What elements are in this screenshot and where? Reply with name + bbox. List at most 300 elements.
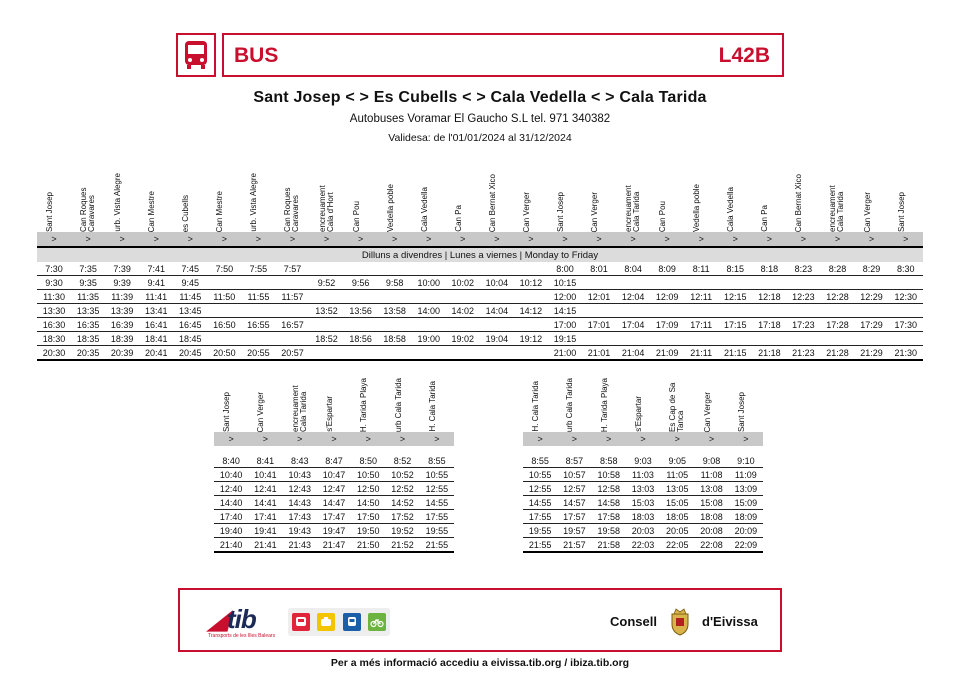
outbound-stop-header — [317, 368, 351, 432]
stop-name: Sant Josep — [45, 191, 55, 232]
direction-arrow: > — [351, 432, 385, 446]
time-cell: 13:58 — [378, 304, 412, 318]
time-cell: 7:45 — [173, 262, 207, 276]
validity-dates: Validesa: de l'01/01/2024 al 31/12/2024 — [388, 132, 572, 144]
time-cell — [412, 290, 446, 304]
time-cell — [412, 318, 446, 332]
time-cell: 14:02 — [446, 304, 480, 318]
time-cell — [207, 304, 241, 318]
time-cell: 18:30 — [37, 332, 71, 346]
time-cell — [582, 276, 616, 290]
time-cell: 11:41 — [139, 290, 173, 304]
stop-name: Can Verger — [702, 391, 712, 432]
time-cell: 21:29 — [855, 346, 889, 361]
time-cell: 16:57 — [275, 318, 309, 332]
direction-arrow: > — [820, 232, 854, 247]
time-cell — [820, 304, 854, 318]
time-cell — [480, 262, 514, 276]
time-cell: 20:30 — [37, 346, 71, 361]
time-cell: 17:01 — [582, 318, 616, 332]
main-stop-header — [752, 168, 786, 232]
time-cell — [889, 332, 923, 346]
time-cell: 17:04 — [616, 318, 650, 332]
time-cell: 19:52 — [385, 524, 419, 538]
stop-name: Vedella poble — [385, 183, 395, 232]
main-stop-header — [241, 168, 275, 232]
table-row — [37, 262, 923, 276]
time-cell: 17:58 — [592, 510, 626, 524]
time-cell: 20:57 — [275, 346, 309, 361]
time-cell: 21:01 — [582, 346, 616, 361]
time-cell: 12:43 — [283, 482, 317, 496]
time-cell: 14:12 — [514, 304, 548, 318]
time-cell: 12:18 — [752, 290, 786, 304]
direction-arrow: > — [241, 232, 275, 247]
time-cell — [412, 346, 446, 361]
time-cell: 8:30 — [889, 262, 923, 276]
return-stop-header — [592, 368, 626, 432]
stop-name: Can Pou — [351, 200, 361, 232]
table-row — [37, 290, 923, 304]
direction-arrow: > — [660, 432, 694, 446]
time-cell — [718, 304, 752, 318]
direction-arrow: > — [694, 432, 728, 446]
time-cell: 9:08 — [694, 454, 728, 468]
time-cell: 18:39 — [105, 332, 139, 346]
stop-name: Can Verger — [256, 391, 266, 432]
time-cell — [718, 276, 752, 290]
time-cell: 12:30 — [889, 290, 923, 304]
time-cell — [310, 290, 344, 304]
bus-icon — [176, 33, 216, 77]
time-cell: 8:28 — [820, 262, 854, 276]
time-cell — [412, 262, 446, 276]
table-row — [214, 538, 454, 553]
table-row — [214, 524, 454, 538]
time-cell: 21:23 — [786, 346, 820, 361]
time-cell: 19:12 — [514, 332, 548, 346]
time-cell: 10:43 — [283, 468, 317, 482]
time-cell: 7:39 — [105, 262, 139, 276]
time-cell — [241, 332, 275, 346]
time-cell: 10:58 — [592, 468, 626, 482]
table-row — [214, 482, 454, 496]
time-cell: 12:29 — [855, 290, 889, 304]
time-cell: 19:50 — [351, 524, 385, 538]
direction-arrow: > — [514, 232, 548, 247]
direction-arrow: > — [37, 232, 71, 247]
train-icon — [343, 613, 361, 631]
time-cell: 11:30 — [37, 290, 71, 304]
time-cell — [446, 262, 480, 276]
time-cell: 12:15 — [718, 290, 752, 304]
time-cell — [378, 290, 412, 304]
outbound-stop-header — [214, 368, 248, 432]
stop-name: H. Tarida Playa — [359, 377, 369, 432]
time-cell: 17:55 — [523, 510, 557, 524]
time-cell: 22:05 — [660, 538, 694, 553]
direction-arrow: > — [582, 232, 616, 247]
direction-arrow: > — [855, 232, 889, 247]
time-cell — [378, 346, 412, 361]
time-cell: 12:23 — [786, 290, 820, 304]
time-cell: 17:29 — [855, 318, 889, 332]
time-cell: 16:55 — [241, 318, 275, 332]
time-cell — [582, 332, 616, 346]
time-cell: 12:47 — [317, 482, 351, 496]
direction-arrow: > — [283, 432, 317, 446]
stop-name: Vedella poble — [692, 183, 702, 232]
time-cell — [344, 262, 378, 276]
time-cell: 18:45 — [173, 332, 207, 346]
main-stop-header — [548, 168, 582, 232]
table-row — [523, 510, 763, 524]
time-cell — [786, 276, 820, 290]
direction-arrow: > — [275, 232, 309, 247]
time-cell: 10:55 — [420, 468, 454, 482]
direction-arrow: > — [752, 232, 786, 247]
time-cell: 19:04 — [480, 332, 514, 346]
time-cell — [275, 332, 309, 346]
time-cell: 9:05 — [660, 454, 694, 468]
operator-info: Autobuses Voramar El Gaucho S.L tel. 971 340382 — [349, 113, 611, 125]
tib-tagline: Transports de les Illes Balears — [208, 633, 276, 639]
time-cell: 20:08 — [694, 524, 728, 538]
time-cell — [275, 304, 309, 318]
taxi-icon — [317, 613, 335, 631]
time-cell: 11:08 — [694, 468, 728, 482]
time-cell — [855, 304, 889, 318]
consell-label: Consell — [610, 614, 657, 629]
bike-icon — [368, 613, 386, 631]
time-cell: 18:09 — [729, 510, 763, 524]
time-cell — [446, 318, 480, 332]
stop-name: Can Bernat Xico — [487, 173, 497, 232]
stop-name: encreuament Cala Tarida — [828, 185, 846, 232]
line-header — [222, 33, 784, 77]
stop-name: urb. Vista Alegre — [113, 173, 123, 232]
time-cell: 21:11 — [684, 346, 718, 361]
time-cell: 8:09 — [650, 262, 684, 276]
return-stop-header — [523, 368, 557, 432]
stop-name: urb Cala Tarida — [393, 377, 403, 432]
time-cell: 11:09 — [729, 468, 763, 482]
time-cell: 8:04 — [616, 262, 650, 276]
direction-arrow: > — [729, 432, 763, 446]
stop-name: encreuament Cala d'Hort — [317, 185, 335, 232]
direction-arrow: > — [105, 232, 139, 247]
time-cell: 21:58 — [592, 538, 626, 553]
time-cell: 11:50 — [207, 290, 241, 304]
main-stop-header — [378, 168, 412, 232]
stop-name: Can Pa — [453, 205, 463, 232]
time-cell — [820, 276, 854, 290]
time-cell: 11:39 — [105, 290, 139, 304]
time-cell: 12:28 — [820, 290, 854, 304]
return-stop-header — [660, 368, 694, 432]
time-cell: 8:00 — [548, 262, 582, 276]
time-cell: 20:35 — [71, 346, 105, 361]
table-row — [37, 304, 923, 318]
time-cell — [207, 276, 241, 290]
direction-arrow: > — [718, 232, 752, 247]
stop-name: encreuament Cala Tarida — [624, 185, 642, 232]
stop-name: Can Verger — [590, 191, 600, 232]
time-cell: 8:43 — [283, 454, 317, 468]
time-cell: 16:45 — [173, 318, 207, 332]
time-cell: 9:10 — [729, 454, 763, 468]
time-cell: 18:56 — [344, 332, 378, 346]
time-cell: 21:09 — [650, 346, 684, 361]
time-cell: 17:30 — [889, 318, 923, 332]
main-stop-header — [412, 168, 446, 232]
time-cell: 7:50 — [207, 262, 241, 276]
time-cell: 19:47 — [317, 524, 351, 538]
time-cell — [344, 290, 378, 304]
time-cell: 8:52 — [385, 454, 419, 468]
main-stop-header — [446, 168, 480, 232]
return-stop-header — [626, 368, 660, 432]
time-cell: 14:40 — [214, 496, 248, 510]
time-cell — [514, 262, 548, 276]
outbound-timetable — [214, 368, 454, 553]
time-cell: 21:28 — [820, 346, 854, 361]
time-cell — [310, 346, 344, 361]
time-cell — [889, 276, 923, 290]
time-cell: 11:57 — [275, 290, 309, 304]
direction-arrow: > — [548, 232, 582, 247]
time-cell: 19:41 — [248, 524, 282, 538]
direction-arrow: > — [446, 232, 480, 247]
direction-arrow: > — [71, 232, 105, 247]
time-cell — [241, 304, 275, 318]
time-cell: 14:43 — [283, 496, 317, 510]
direction-arrow: > — [378, 232, 412, 247]
direction-arrow: > — [684, 232, 718, 247]
time-cell: 19:57 — [557, 524, 591, 538]
main-stop-header — [514, 168, 548, 232]
time-cell: 20:55 — [241, 346, 275, 361]
outbound-stop-header — [385, 368, 419, 432]
time-cell: 14:57 — [557, 496, 591, 510]
time-cell: 12:55 — [420, 482, 454, 496]
time-cell: 21:57 — [557, 538, 591, 553]
table-row — [214, 468, 454, 482]
time-cell — [378, 262, 412, 276]
time-cell: 17:40 — [214, 510, 248, 524]
main-stop-header — [684, 168, 718, 232]
stop-name: urb. Vista Alegre — [249, 173, 259, 232]
transport-modes — [288, 608, 390, 636]
time-cell: 8:01 — [582, 262, 616, 276]
stop-name: s'Espartar — [633, 396, 643, 432]
time-cell: 17:18 — [752, 318, 786, 332]
time-cell: 17:57 — [557, 510, 591, 524]
time-cell — [752, 332, 786, 346]
time-cell: 9:39 — [105, 276, 139, 290]
time-cell: 15:08 — [694, 496, 728, 510]
time-cell: 17:23 — [786, 318, 820, 332]
time-cell: 17:43 — [283, 510, 317, 524]
time-cell: 12:04 — [616, 290, 650, 304]
time-cell: 11:45 — [173, 290, 207, 304]
table-row — [523, 482, 763, 496]
direction-arrow: > — [317, 432, 351, 446]
time-cell: 21:47 — [317, 538, 351, 553]
time-cell: 10:57 — [557, 468, 591, 482]
stop-name: Can Pou — [658, 200, 668, 232]
time-cell: 8:15 — [718, 262, 752, 276]
time-cell: 13:05 — [660, 482, 694, 496]
time-cell: 9:30 — [37, 276, 71, 290]
time-cell: 13:56 — [344, 304, 378, 318]
time-cell: 19:02 — [446, 332, 480, 346]
table-row — [37, 318, 923, 332]
direction-arrow: > — [310, 232, 344, 247]
route-title: Sant Josep < > Es Cubells < > Cala Vedella < > Cala Tarida — [253, 89, 707, 106]
stop-name: Can Verger — [521, 191, 531, 232]
mode-label: BUS — [234, 44, 279, 67]
stop-name: Sant Josep — [222, 391, 232, 432]
time-cell: 14:55 — [523, 496, 557, 510]
time-cell: 20:41 — [139, 346, 173, 361]
time-cell: 10:41 — [248, 468, 282, 482]
time-cell: 7:35 — [71, 262, 105, 276]
service-days-band: Dilluns a divendres | Lunes a viernes | Monday to Friday — [37, 247, 923, 262]
time-cell: 20:39 — [105, 346, 139, 361]
outbound-stop-header — [248, 368, 282, 432]
table-row — [523, 496, 763, 510]
time-cell: 12:41 — [248, 482, 282, 496]
direction-arrow: > — [557, 432, 591, 446]
time-cell — [207, 332, 241, 346]
time-cell: 9:35 — [71, 276, 105, 290]
time-cell: 8:18 — [752, 262, 786, 276]
time-cell — [344, 346, 378, 361]
time-cell: 14:47 — [317, 496, 351, 510]
time-cell: 7:30 — [37, 262, 71, 276]
time-cell: 12:50 — [351, 482, 385, 496]
main-stop-header — [786, 168, 820, 232]
info-link[interactable]: Per a més informació accediu a eivissa.tib.org / ibiza.tib.org — [330, 657, 630, 669]
time-cell: 13:52 — [310, 304, 344, 318]
time-cell — [820, 332, 854, 346]
time-cell: 10:52 — [385, 468, 419, 482]
eivissa-label: d'Eivissa — [702, 614, 758, 629]
time-cell: 17:00 — [548, 318, 582, 332]
time-cell: 12:57 — [557, 482, 591, 496]
time-cell: 9:52 — [310, 276, 344, 290]
time-cell — [480, 318, 514, 332]
stop-name: Can Mestre — [215, 190, 225, 232]
direction-arrow: > — [616, 232, 650, 247]
outbound-stop-header — [351, 368, 385, 432]
time-cell: 11:35 — [71, 290, 105, 304]
time-cell: 8:58 — [592, 454, 626, 468]
table-row — [37, 276, 923, 290]
time-cell: 19:40 — [214, 524, 248, 538]
time-cell: 17:52 — [385, 510, 419, 524]
time-cell: 14:04 — [480, 304, 514, 318]
time-cell — [514, 346, 548, 361]
time-cell: 9:45 — [173, 276, 207, 290]
main-stop-header — [105, 168, 139, 232]
time-cell: 16:35 — [71, 318, 105, 332]
return-stop-header — [729, 368, 763, 432]
time-cell: 18:35 — [71, 332, 105, 346]
direction-arrow: > — [248, 432, 282, 446]
stop-name: Can Pa — [760, 205, 770, 232]
time-cell: 12:55 — [523, 482, 557, 496]
time-cell: 20:09 — [729, 524, 763, 538]
time-cell: 19:58 — [592, 524, 626, 538]
time-cell: 10:04 — [480, 276, 514, 290]
main-stop-header — [310, 168, 344, 232]
time-cell: 17:11 — [684, 318, 718, 332]
time-cell: 8:23 — [786, 262, 820, 276]
direction-arrow: > — [214, 432, 248, 446]
direction-arrow: > — [480, 232, 514, 247]
main-stop-header — [820, 168, 854, 232]
direction-arrow: > — [173, 232, 207, 247]
time-cell — [480, 290, 514, 304]
time-cell: 14:52 — [385, 496, 419, 510]
time-cell — [650, 276, 684, 290]
time-cell — [378, 318, 412, 332]
time-cell: 21:04 — [616, 346, 650, 361]
stop-name: s'Espartar — [324, 396, 334, 432]
time-cell: 17:50 — [351, 510, 385, 524]
time-cell: 11:55 — [241, 290, 275, 304]
time-cell: 17:15 — [718, 318, 752, 332]
stop-name: H. Cala Tarida — [531, 381, 541, 432]
time-cell: 14:50 — [351, 496, 385, 510]
time-cell: 12:52 — [385, 482, 419, 496]
table-row — [214, 496, 454, 510]
time-cell: 8:57 — [557, 454, 591, 468]
stop-name: Sant Josep — [555, 191, 565, 232]
stop-name: Cala Vedella — [726, 187, 736, 232]
main-stop-header — [616, 168, 650, 232]
time-cell: 7:55 — [241, 262, 275, 276]
time-cell — [786, 304, 820, 318]
time-cell — [616, 332, 650, 346]
time-cell: 12:00 — [548, 290, 582, 304]
table-row — [523, 524, 763, 538]
stop-name: H. Tarida Playa — [599, 377, 609, 432]
direction-arrow: > — [592, 432, 626, 446]
footer-logos — [178, 588, 782, 652]
time-cell: 10:00 — [412, 276, 446, 290]
time-cell — [514, 290, 548, 304]
time-cell: 20:03 — [626, 524, 660, 538]
time-cell: 8:47 — [317, 454, 351, 468]
direction-arrow: > — [523, 432, 557, 446]
time-cell — [855, 276, 889, 290]
direction-arrow: > — [344, 232, 378, 247]
time-cell — [752, 276, 786, 290]
outbound-stop-header — [420, 368, 454, 432]
time-cell: 13:09 — [729, 482, 763, 496]
direction-arrow: > — [207, 232, 241, 247]
main-stop-header — [855, 168, 889, 232]
time-cell: 21:00 — [548, 346, 582, 361]
direction-arrow: > — [650, 232, 684, 247]
time-cell: 21:30 — [889, 346, 923, 361]
time-cell — [480, 346, 514, 361]
table-row — [214, 510, 454, 524]
time-cell: 14:15 — [548, 304, 582, 318]
